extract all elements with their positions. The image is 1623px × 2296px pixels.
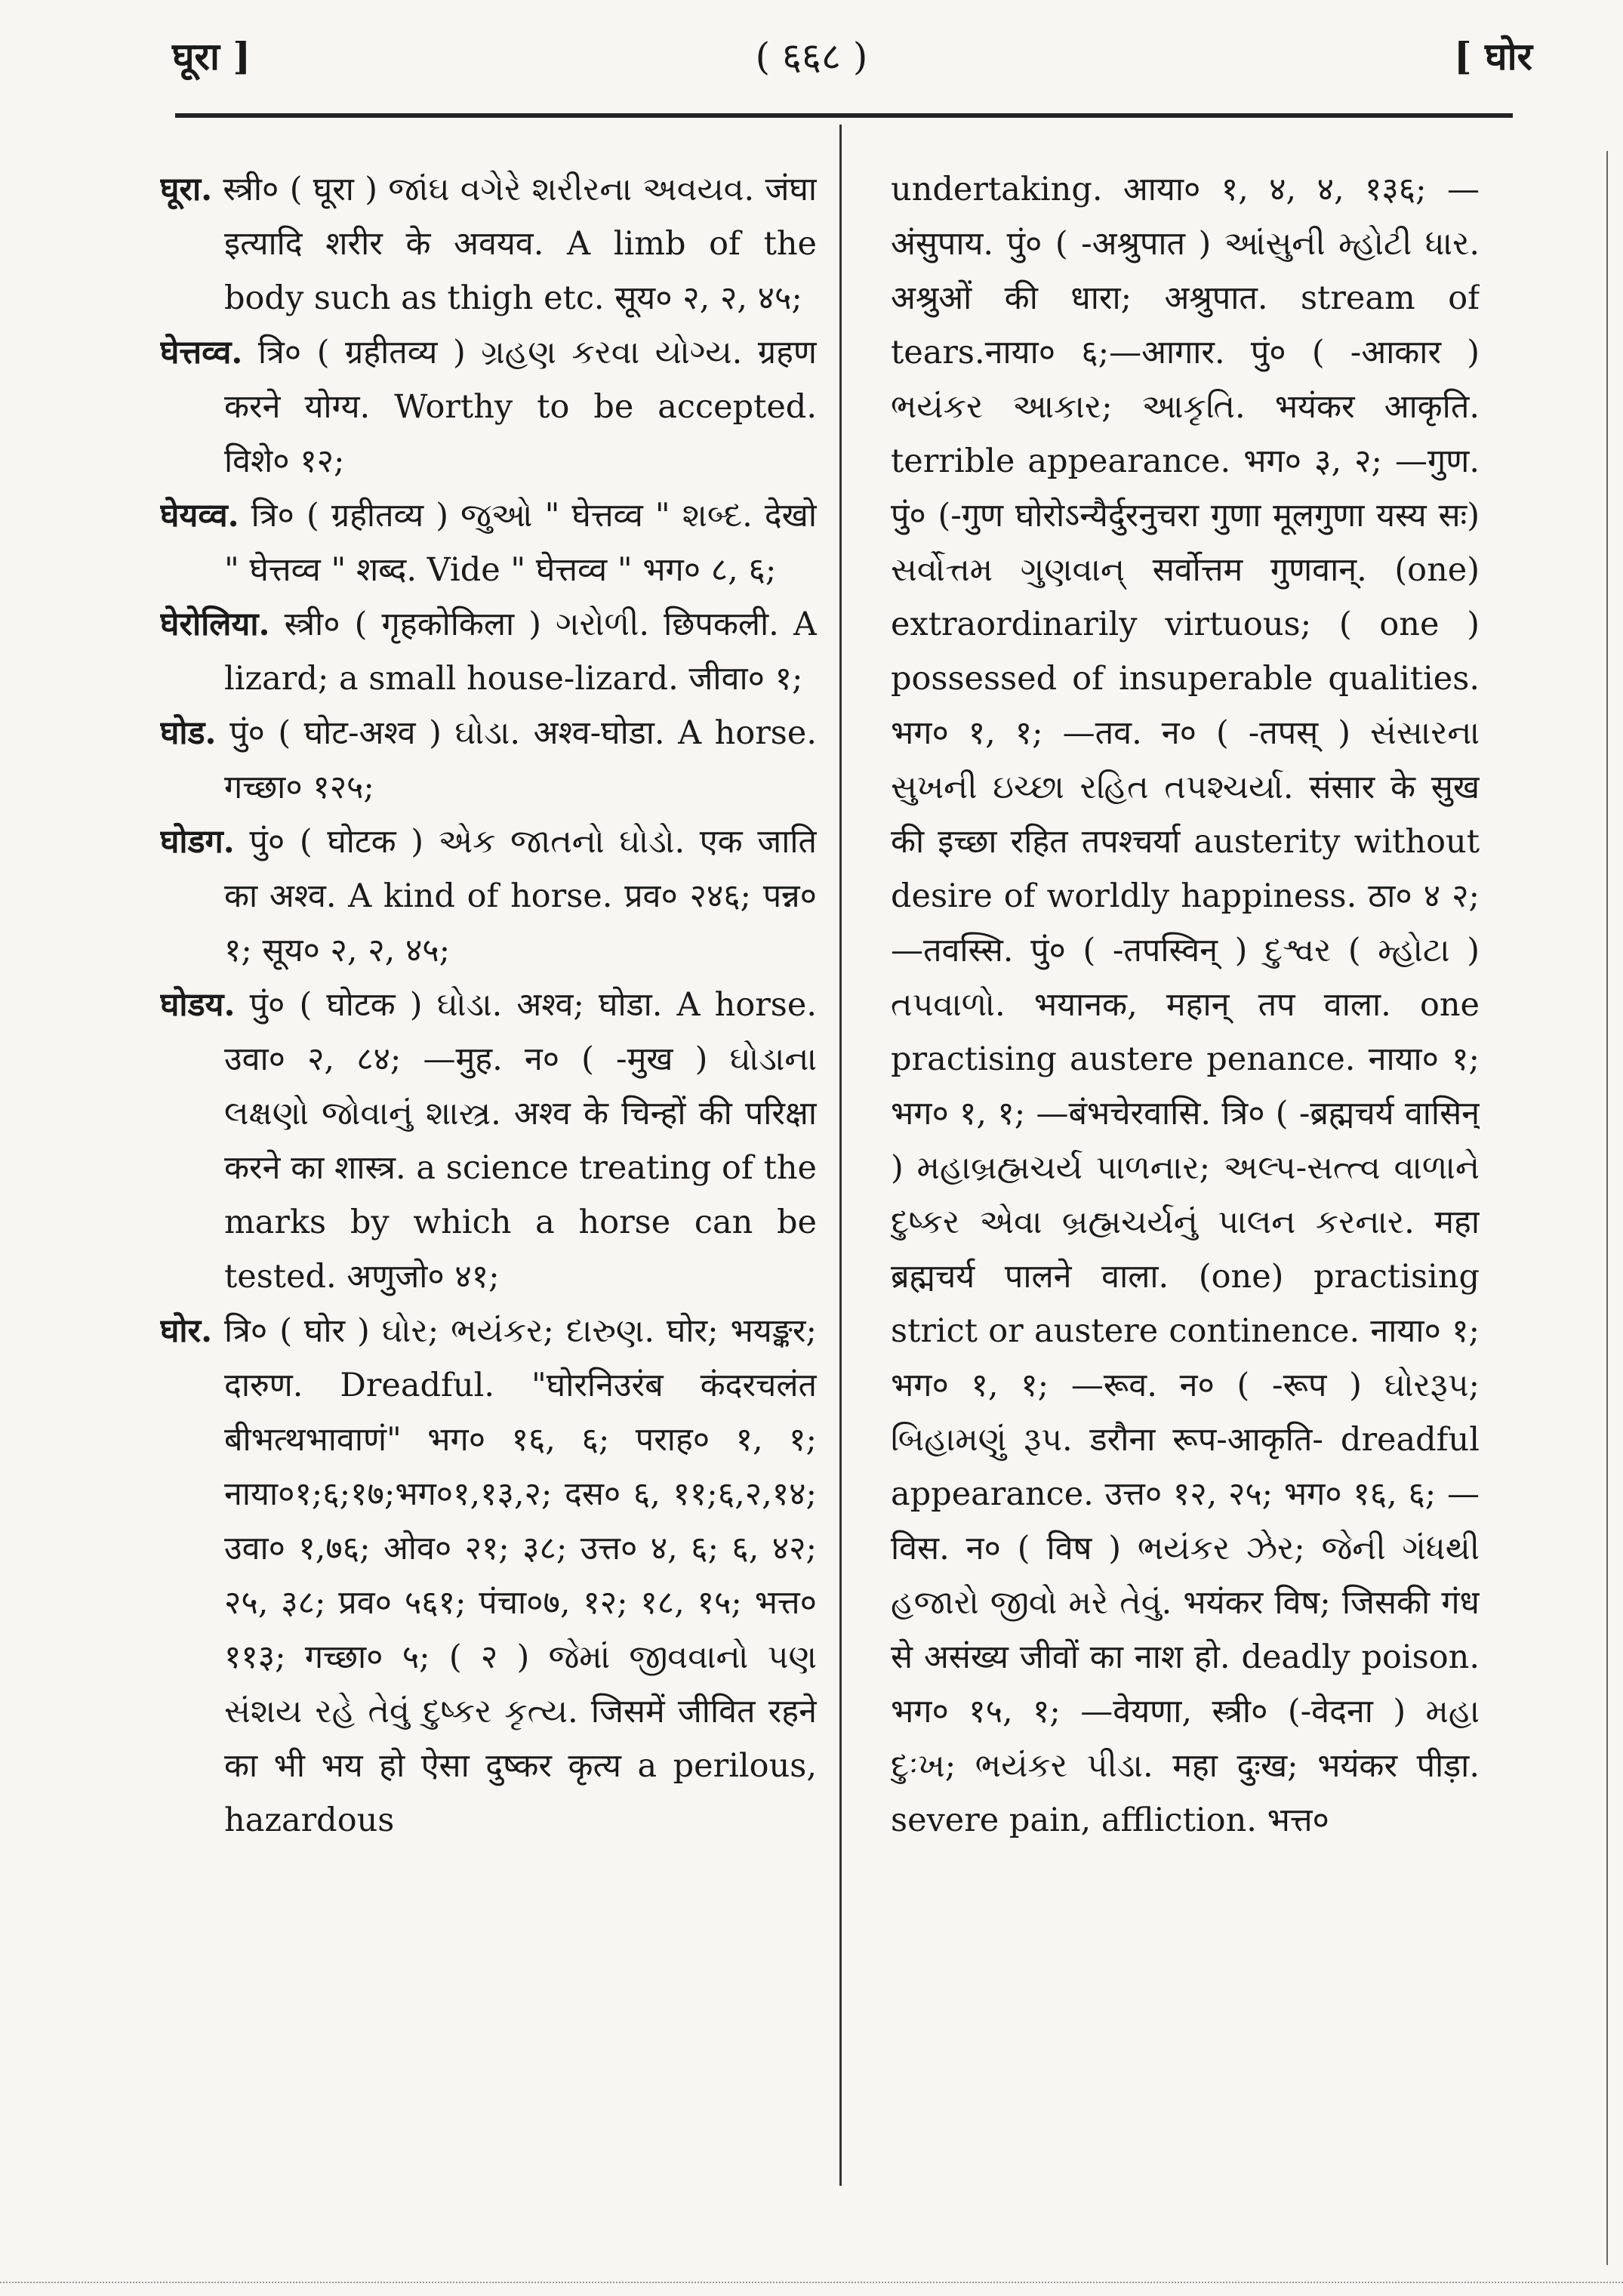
page-edge-line [1606,151,1608,2265]
right-column [891,162,1480,2201]
running-head-right: [ घोर [1453,34,1532,79]
dictionary-entry [160,325,817,488]
dictionary-entry [160,597,817,706]
entry-text: पुं० ( घोट-अश्व ) ઘોડા. अश्व-घोडा. A horse. गच्छा० १२५; [216,714,817,806]
headword: घेरोलिया. [160,606,270,643]
left-column [160,162,817,2201]
dictionary-entry [160,706,817,815]
headword: घोड. [160,714,217,752]
page-bottom-edge [0,2282,1623,2283]
headword: घोडग. [160,823,235,861]
page-number: ( ६६८ ) [755,35,868,79]
running-head-left: घूरा ] [172,34,251,79]
entry-text: त्रि० ( घोर ) ઘોર; ભયંકર; દારુણ. घोर; भयङ्कर; दारुण. Dreadful. "घोरनिउरंब कंदरचलंत बीभत्थभावाणं" भग० १६, ६; पराह० १, १; नाया०१;६;१७;भग०१,१३,२; दस० ६, ११;६,२,१४; उवा० १,७६; ओव० २१; ३८; उत्त० ४, ६; ६, ४२; २५, ३८; प्रव० ५६१; पंचा०७, १२; १८, १५; भत्त० ११३; गच्छा० ५; ( २ ) જેમાં જીવવાનો પણ સંશય રહે તેવું દુષ્કર કૃત્ય. जिसमें जीवित रहने का भी भय हो ऐसा दुष्कर कृत्य a perilous, hazardous [212,1312,817,1839]
dictionary-entry [160,488,817,597]
entry-text: त्रि० ( ग्रहीतव्य ) ગ્રહણ કરવા યોગ્ય. ग्रहण करने योग्य. Worthy to be accepted. विशे० १२; [224,334,817,480]
entry-continuation: undertaking. आया० १, ४, ४, १३६; —अंसुपाय. पुं० ( -अश्रुपात ) આંસુની મ્હોટી ધાર. अश्रुओं की धारा; अश्रुपात. stream of tears.नाया० ६;—आगार. पुं० ( -आकार ) ભયંકર આકાર; આકૃતિ. भयंकर आकृति. terrible appearance. भग० ३, २; —गुण. पुं० (-गुण घोरोऽन्यैर्दुरनुचरा गुणा मूलगुणा यस्य सः) સર્વોત્તમ ગુણવાન્ सर्वोत्तम गुणवान्. (one) extraordinarily virtuous; ( one ) possessed of insuperable qualities. भग० १, १; —तव. न० ( -तपस् ) સંસારના સુખની ઇચ્છા રહિત તપશ્ચર્યા. संसार के सुख की इच्छा रहित तपश्चर्या austerity without desire of worldly happiness. ठा० ४ २; —तवस्सि. पुं० ( -तपस्विन् ) દુશ્વર ( મ્હોટા ) તપવાળો. भयानक, महान् तप वाला. one practising austere penance. नाया० १; भग० १, १; —बंभचेरवासि. त्रि० ( -ब्रह्मचर्य वासिन् ) મહાબ્રહ્મચર્ય પાળનાર; અલ્પ-સત્ત્વ વાળાને દુષ્કર એવા બ્રહ્મચર્યનું પાલન કરનાર. महा ब्रह्मचर्य पालने वाला. (one) practising strict or austere continence. नाया० १; भग० १, १; —रूव. न० ( -रूप ) ઘોરરૂપ; બિહામણું રૂપ. डरौना रूप-आकृति- dreadful appearance. उत्त० १२, २५; भग० १६, ६; —विस. न० ( विष ) ભયંકર ઝેર; જેની ગંધથી હજારો જીવો મરે તેવું. भयंकर विष; जिसकी गंध से असंख्य जीवों का नाश हो. deadly poison. भग० १५, १; —वेयणा, स्त्री० (-वेदना ) મહા દુઃખ; ભયંકર પીડા. महा दुःख; भयंकर पीड़ा. severe pain, affliction. भत्त० [891,171,1480,1839]
dictionary-entry [160,1304,817,1848]
headword: घूरा. [160,171,213,208]
entry-text: त्रि० ( ग्रहीतव्य ) જુઓ " घेत्तव्व " શબ્દ. देखो " घेत्तव्व " शब्द. Vide " घेत्तव्व " भग० ८, ६; [224,497,817,589]
dictionary-entry [160,978,817,1304]
dictionary-entry [160,815,817,978]
entry-text: पुं० ( घोटक ) ઘોડા. अश्व; घोडा. A horse. उवा० २, ८४; —मुह. न० ( -मुख ) ઘોડાના લક્ષણો જોવાનું શાસ્ત્ર. अश्व के चिन्हों की परिक्षा करने का शास्त्र. a science treating of the marks by which a horse can be tested. अणुजो० ४१; [224,986,817,1296]
entry-text: स्त्री० ( घूरा ) જાંઘ વગેરે શરીરના અવયવ. जंघा इत्यादि शरीर के अवयव. A limb of the body such as thigh etc. सूय० २, २, ४५; [212,171,817,317]
headword: घोर. [160,1312,213,1350]
header-rule [175,113,1513,118]
headword: घोडय. [160,986,236,1024]
headword: घेत्तव्व. [160,334,243,371]
column-divider [839,125,842,2186]
entry-text: पुं० ( घोटक ) એક જાતનો ઘોડો. एक जाति का अश्व. A kind of horse. प्रव० २४६; पन्न० १; सूय० २, २, ४५; [224,823,817,969]
headword: घेयव्व. [160,497,239,535]
dictionary-entry [160,162,817,325]
entry-text: स्त्री० ( गृहकोकिला ) ગરોળી. छिपकली. A lizard; a small house-lizard. जीवा० १; [224,606,817,698]
